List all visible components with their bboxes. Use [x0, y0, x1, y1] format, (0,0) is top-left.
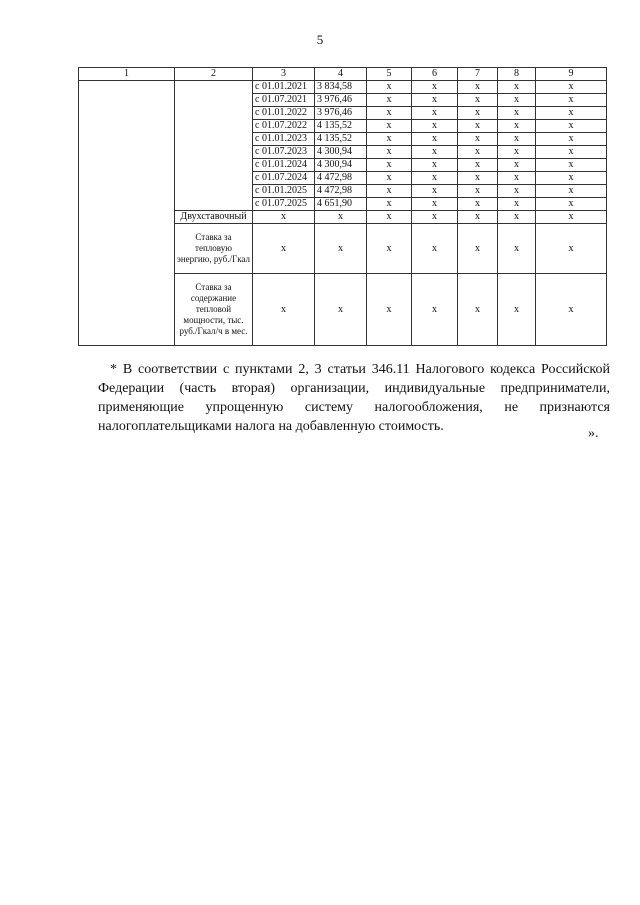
- x-cell: x: [498, 172, 536, 185]
- x-cell: x: [412, 172, 458, 185]
- x-cell: x: [458, 274, 498, 346]
- x-cell: x: [498, 107, 536, 120]
- header-cell: 6: [412, 68, 458, 81]
- rate-capacity-label: Ставка за содержание тепловой мощности, тыс. руб./Гкал/ч в мес.: [175, 274, 253, 346]
- x-cell: x: [536, 146, 607, 159]
- period-value-cell: 3 834,58: [315, 81, 367, 94]
- header-cell: 1: [79, 68, 175, 81]
- header-cell: 8: [498, 68, 536, 81]
- x-cell: x: [536, 81, 607, 94]
- x-cell: x: [536, 94, 607, 107]
- tariff-table: [78, 67, 607, 346]
- period-value-cell: 3 976,46: [315, 107, 367, 120]
- empty-cell: [79, 81, 175, 346]
- period-value-cell: 4 300,94: [315, 159, 367, 172]
- x-cell: x: [412, 224, 458, 274]
- x-cell: x: [536, 185, 607, 198]
- x-cell: x: [367, 133, 412, 146]
- x-cell: x: [367, 81, 412, 94]
- x-cell: x: [412, 107, 458, 120]
- x-cell: x: [536, 172, 607, 185]
- x-cell: x: [367, 94, 412, 107]
- x-cell: x: [367, 274, 412, 346]
- x-cell: x: [536, 198, 607, 211]
- x-cell: x: [315, 211, 367, 224]
- x-cell: x: [458, 133, 498, 146]
- x-cell: x: [458, 211, 498, 224]
- page-number: 5: [316, 32, 324, 47]
- x-cell: x: [498, 198, 536, 211]
- period-date-cell: с 01.01.2024: [253, 159, 315, 172]
- period-date-cell: с 01.01.2022: [253, 107, 315, 120]
- x-cell: x: [458, 107, 498, 120]
- period-value-cell: 3 976,46: [315, 94, 367, 107]
- empty-cell: [175, 81, 253, 211]
- x-cell: x: [536, 274, 607, 346]
- x-cell: x: [458, 172, 498, 185]
- table-row: [79, 81, 607, 94]
- x-cell: x: [536, 159, 607, 172]
- x-cell: x: [253, 224, 315, 274]
- period-value-cell: 4 651,90: [315, 198, 367, 211]
- x-cell: x: [458, 185, 498, 198]
- period-value-cell: 4 135,52: [315, 120, 367, 133]
- x-cell: x: [367, 172, 412, 185]
- x-cell: x: [458, 94, 498, 107]
- x-cell: x: [412, 274, 458, 346]
- header-cell: 7: [458, 68, 498, 81]
- two-rate-label: Двухставочный: [175, 211, 253, 224]
- header-cell: 9: [536, 68, 607, 81]
- x-cell: x: [498, 224, 536, 274]
- period-value-cell: 4 135,52: [315, 133, 367, 146]
- header-cell: 4: [315, 68, 367, 81]
- period-date-cell: с 01.07.2024: [253, 172, 315, 185]
- x-cell: x: [498, 81, 536, 94]
- x-cell: x: [412, 81, 458, 94]
- period-date-cell: с 01.01.2023: [253, 133, 315, 146]
- period-date-cell: с 01.07.2023: [253, 146, 315, 159]
- x-cell: x: [498, 185, 536, 198]
- x-cell: x: [412, 94, 458, 107]
- x-cell: x: [412, 133, 458, 146]
- x-cell: x: [498, 146, 536, 159]
- x-cell: x: [498, 94, 536, 107]
- footnote: * В соответствии с пунктами 2, 3 статьи 346.11 Налогового кодекса Российской Федерации (часть вторая) организации, индивидуальные предприниматели, применяющие упрощенную систему налогообложения, не признаются налогоплательщиками налога на добавленную стоимость.: [98, 362, 610, 434]
- x-cell: x: [253, 211, 315, 224]
- x-cell: x: [315, 274, 367, 346]
- x-cell: x: [458, 81, 498, 94]
- x-cell: x: [458, 198, 498, 211]
- x-cell: x: [536, 224, 607, 274]
- x-cell: x: [412, 198, 458, 211]
- x-cell: x: [367, 198, 412, 211]
- x-cell: x: [536, 120, 607, 133]
- x-cell: x: [412, 211, 458, 224]
- x-cell: x: [536, 133, 607, 146]
- x-cell: x: [367, 211, 412, 224]
- period-value-cell: 4 472,98: [315, 185, 367, 198]
- period-date-cell: с 01.07.2021: [253, 94, 315, 107]
- x-cell: x: [498, 274, 536, 346]
- x-cell: x: [536, 107, 607, 120]
- x-cell: x: [458, 120, 498, 133]
- x-cell: x: [498, 159, 536, 172]
- x-cell: x: [536, 211, 607, 224]
- x-cell: x: [412, 146, 458, 159]
- period-date-cell: с 01.07.2022: [253, 120, 315, 133]
- period-date-cell: с 01.07.2025: [253, 198, 315, 211]
- header-cell: 3: [253, 68, 315, 81]
- x-cell: x: [498, 120, 536, 133]
- x-cell: x: [367, 120, 412, 133]
- header-cell: 2: [175, 68, 253, 81]
- x-cell: x: [498, 211, 536, 224]
- x-cell: x: [367, 224, 412, 274]
- rate-energy-label: Ставка за тепловую энергию, руб./Гкал: [175, 224, 253, 274]
- x-cell: x: [367, 107, 412, 120]
- x-cell: x: [315, 224, 367, 274]
- period-value-cell: 4 472,98: [315, 172, 367, 185]
- closing-quote: ».: [588, 426, 599, 441]
- x-cell: x: [458, 146, 498, 159]
- x-cell: x: [367, 185, 412, 198]
- x-cell: x: [498, 133, 536, 146]
- period-date-cell: с 01.01.2025: [253, 185, 315, 198]
- period-date-cell: с 01.01.2021: [253, 81, 315, 94]
- x-cell: x: [367, 159, 412, 172]
- x-cell: x: [412, 159, 458, 172]
- x-cell: x: [412, 120, 458, 133]
- header-cell: 5: [367, 68, 412, 81]
- x-cell: x: [458, 224, 498, 274]
- x-cell: x: [367, 146, 412, 159]
- x-cell: x: [458, 159, 498, 172]
- x-cell: x: [253, 274, 315, 346]
- table-header-row: [79, 68, 607, 81]
- x-cell: x: [412, 185, 458, 198]
- period-value-cell: 4 300,94: [315, 146, 367, 159]
